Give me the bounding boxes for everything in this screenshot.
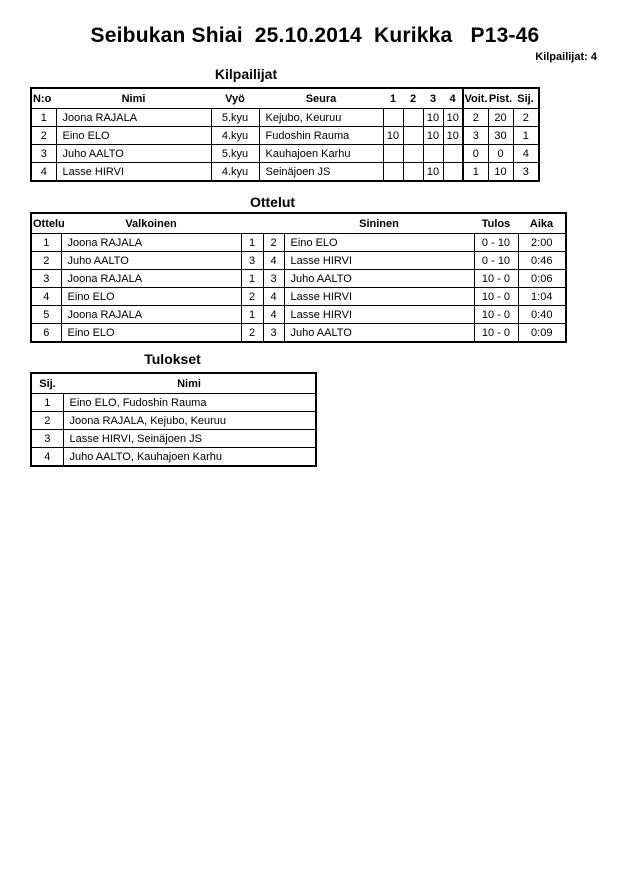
cell-tulos: 0 - 10 xyxy=(474,252,518,270)
kilpailijat-section-heading: Kilpailijat xyxy=(214,66,278,82)
cell-score-3: 10 xyxy=(423,109,443,127)
tulokset-section-heading: Tulokset xyxy=(144,351,201,367)
result-row xyxy=(31,412,316,430)
col-header-nimi: Nimi xyxy=(63,373,316,394)
col-header-nimi: Nimi xyxy=(56,88,211,109)
tulokset-table xyxy=(30,372,317,467)
result-row xyxy=(31,394,316,412)
competitor-row xyxy=(31,145,539,163)
col-header-sininen: Sininen xyxy=(284,213,474,234)
cell-blue-name: Lasse HIRVI xyxy=(284,288,474,306)
col-header-blue-no xyxy=(263,213,284,234)
cell-tulos: 10 - 0 xyxy=(474,270,518,288)
cell-blue-name: Juho AALTO xyxy=(284,324,474,343)
tulokset-header-row xyxy=(31,373,316,394)
cell-nimi: Eino ELO, Fudoshin Rauma xyxy=(63,394,316,412)
cell-sij: 3 xyxy=(513,163,539,182)
cell-blue-no: 3 xyxy=(263,270,284,288)
cell-vyo: 5.kyu xyxy=(211,145,259,163)
ottelut-table xyxy=(30,212,567,343)
cell-match-no: 4 xyxy=(31,288,61,306)
cell-white-name: Juho AALTO xyxy=(61,252,241,270)
col-header-opp1: 1 xyxy=(383,88,403,109)
cell-voit: 0 xyxy=(463,145,488,163)
cell-blue-no: 4 xyxy=(263,252,284,270)
match-row xyxy=(31,252,566,270)
cell-pist: 30 xyxy=(488,127,513,145)
result-row xyxy=(31,448,316,467)
cell-white-no: 1 xyxy=(241,234,263,252)
cell-white-no: 1 xyxy=(241,306,263,324)
competitor-row xyxy=(31,163,539,182)
cell-voit: 1 xyxy=(463,163,488,182)
match-row xyxy=(31,234,566,252)
cell-white-name: Joona RAJALA xyxy=(61,270,241,288)
cell-seura: Kauhajoen Karhu xyxy=(259,145,383,163)
cell-white-name: Joona RAJALA xyxy=(61,234,241,252)
cell-sij: 1 xyxy=(513,127,539,145)
cell-aika: 0:06 xyxy=(518,270,566,288)
cell-score-2 xyxy=(403,109,423,127)
cell-aika: 0:46 xyxy=(518,252,566,270)
result-row xyxy=(31,430,316,448)
cell-score-2 xyxy=(403,145,423,163)
cell-blue-no: 4 xyxy=(263,288,284,306)
cell-seura: Fudoshin Rauma xyxy=(259,127,383,145)
cell-aika: 1:04 xyxy=(518,288,566,306)
cell-nimi: Eino ELO xyxy=(56,127,211,145)
cell-pist: 20 xyxy=(488,109,513,127)
cell-match-no: 2 xyxy=(31,252,61,270)
cell-seura: Seinäjoen JS xyxy=(259,163,383,182)
cell-sij: 2 xyxy=(31,412,63,430)
match-row xyxy=(31,288,566,306)
cell-blue-no: 3 xyxy=(263,324,284,343)
ottelut-header-row xyxy=(31,213,566,234)
col-header-sij: Sij. xyxy=(31,373,63,394)
cell-score-4: 10 xyxy=(443,127,463,145)
cell-score-4 xyxy=(443,163,463,182)
cell-no: 4 xyxy=(31,163,56,182)
cell-blue-name: Eino ELO xyxy=(284,234,474,252)
cell-score-1 xyxy=(383,145,403,163)
competitor-row xyxy=(31,127,539,145)
cell-seura: Kejubo, Keuruu xyxy=(259,109,383,127)
cell-tulos: 10 - 0 xyxy=(474,288,518,306)
col-header-pist: Pist. xyxy=(488,88,513,109)
cell-sij: 1 xyxy=(31,394,63,412)
cell-voit: 3 xyxy=(463,127,488,145)
cell-tulos: 10 - 0 xyxy=(474,306,518,324)
cell-sij: 3 xyxy=(31,430,63,448)
cell-nimi: Joona RAJALA, Kejubo, Keuruu xyxy=(63,412,316,430)
cell-match-no: 1 xyxy=(31,234,61,252)
cell-sij: 4 xyxy=(513,145,539,163)
cell-blue-no: 2 xyxy=(263,234,284,252)
competitor-row xyxy=(31,109,539,127)
cell-pist: 10 xyxy=(488,163,513,182)
participants-count-label: Kilpailijat: 4 xyxy=(535,51,597,63)
cell-match-no: 3 xyxy=(31,270,61,288)
col-header-opp2: 2 xyxy=(403,88,423,109)
col-header-opp4: 4 xyxy=(443,88,463,109)
cell-white-name: Joona RAJALA xyxy=(61,306,241,324)
col-header-white-no xyxy=(241,213,263,234)
cell-nimi: Lasse HIRVI xyxy=(56,163,211,182)
cell-nimi: Joona RAJALA xyxy=(56,109,211,127)
cell-white-name: Eino ELO xyxy=(61,288,241,306)
col-header-no: N:o xyxy=(31,88,56,109)
cell-aika: 0:09 xyxy=(518,324,566,343)
cell-score-4: 10 xyxy=(443,109,463,127)
cell-white-no: 3 xyxy=(241,252,263,270)
page-title: Seibukan Shiai 25.10.2014 Kurikka P13-46 xyxy=(90,24,540,47)
cell-voit: 2 xyxy=(463,109,488,127)
col-header-tulos: Tulos xyxy=(474,213,518,234)
cell-nimi: Juho AALTO xyxy=(56,145,211,163)
cell-blue-name: Lasse HIRVI xyxy=(284,306,474,324)
cell-white-name: Eino ELO xyxy=(61,324,241,343)
col-header-valkoinen: Valkoinen xyxy=(61,213,241,234)
cell-tulos: 10 - 0 xyxy=(474,324,518,343)
cell-blue-no: 4 xyxy=(263,306,284,324)
cell-score-3: 10 xyxy=(423,127,443,145)
kilpailijat-header-row xyxy=(31,88,539,109)
cell-no: 1 xyxy=(31,109,56,127)
cell-score-4 xyxy=(443,145,463,163)
cell-white-no: 2 xyxy=(241,288,263,306)
cell-aika: 0:40 xyxy=(518,306,566,324)
cell-white-no: 2 xyxy=(241,324,263,343)
ottelut-section-heading: Ottelut xyxy=(249,194,296,210)
col-header-seura: Seura xyxy=(259,88,383,109)
cell-vyo: 4.kyu xyxy=(211,163,259,182)
col-header-vyo: Vyö xyxy=(211,88,259,109)
col-header-aika: Aika xyxy=(518,213,566,234)
cell-vyo: 4.kyu xyxy=(211,127,259,145)
cell-vyo: 5.kyu xyxy=(211,109,259,127)
cell-blue-name: Lasse HIRVI xyxy=(284,252,474,270)
cell-score-3: 10 xyxy=(423,163,443,182)
cell-score-1: 10 xyxy=(383,127,403,145)
col-header-opp3: 3 xyxy=(423,88,443,109)
cell-no: 2 xyxy=(31,127,56,145)
cell-match-no: 6 xyxy=(31,324,61,343)
col-header-ottelu: Ottelu xyxy=(31,213,61,234)
cell-tulos: 0 - 10 xyxy=(474,234,518,252)
col-header-sij: Sij. xyxy=(513,88,539,109)
cell-match-no: 5 xyxy=(31,306,61,324)
match-row xyxy=(31,324,566,343)
cell-blue-name: Juho AALTO xyxy=(284,270,474,288)
cell-score-1 xyxy=(383,109,403,127)
cell-white-no: 1 xyxy=(241,270,263,288)
cell-sij: 2 xyxy=(513,109,539,127)
cell-aika: 2:00 xyxy=(518,234,566,252)
match-row xyxy=(31,306,566,324)
cell-score-1 xyxy=(383,163,403,182)
cell-sij: 4 xyxy=(31,448,63,467)
match-row xyxy=(31,270,566,288)
cell-no: 3 xyxy=(31,145,56,163)
cell-nimi: Lasse HIRVI, Seinäjoen JS xyxy=(63,430,316,448)
col-header-voit: Voit. xyxy=(463,88,488,109)
cell-nimi: Juho AALTO, Kauhajoen Karhu xyxy=(63,448,316,467)
cell-score-2 xyxy=(403,127,423,145)
kilpailijat-table xyxy=(30,87,540,182)
cell-score-3 xyxy=(423,145,443,163)
cell-pist: 0 xyxy=(488,145,513,163)
cell-score-2 xyxy=(403,163,423,182)
